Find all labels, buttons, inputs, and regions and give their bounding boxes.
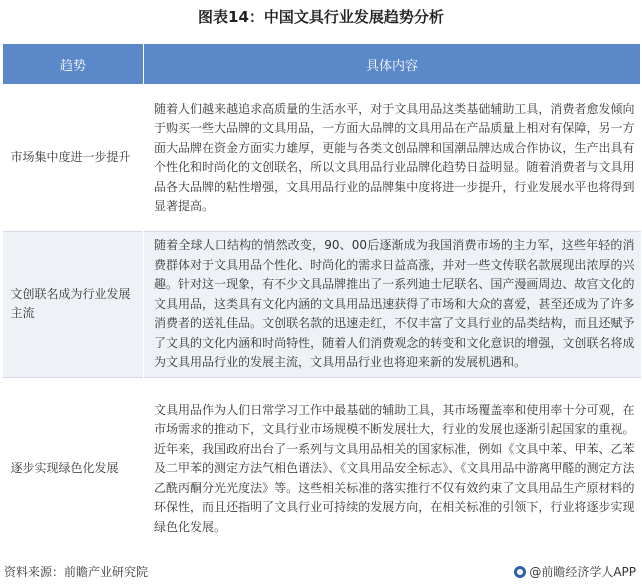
header-content: 具体内容	[144, 44, 641, 85]
brand-logo-icon	[514, 566, 526, 578]
trend-label: 市场集中度进一步提升	[3, 85, 144, 232]
brand-label: @前瞻经济学人APP	[529, 565, 636, 579]
trend-content: 随着人们越来越追求高质量的生活水平，对于文具用品这类基础辅助工具，消费者愈发倾向于购买一些大品牌的文具用品，一方面大品牌的文具用品在产品质量上相对有保障，另一方面大品牌在资金方面实力雄厚，更能与各类文创品牌和国潮品牌达成合作协议，生产出具有个性化和时尚化的文创联名，所以文具用品行业品牌化趋势日益明显。随着消费者与文具用品各大品牌的粘性增强，文具用品行业的品牌集中度将进一步提升，行业发展水平也将得到显著提高。	[144, 85, 641, 232]
table-row	[3, 85, 641, 232]
trend-content: 随着全球人口结构的悄然改变，90、00后逐渐成为我国消费市场的主力军，这些年轻的消费群体对于文具用品个性化、时尚化的需求日益高涨，并对一些文传联名款展现出浓厚的兴趣。针对这一现象，有不少文具品牌推出了一系列迪士尼联名、国产漫画周边、故宫文化的文具用品，这类具有文化内涵的文具用品迅速获得了市场和大众的喜爱，甚至还成为了许多消费者的送礼佳品。文创联名款的迅速走红，不仅丰富了文具行业的品类结构，而且还赋予了文具的文化内涵和时尚特性，随着人们消费观念的转变和文化意识的增强，文创联名将成为文具用品行业的发展主流，文具用品行业也将迎来新的发展机遇和。	[144, 232, 641, 378]
trend-table	[2, 43, 641, 561]
trend-content: 文具用品作为人们日常学习工作中最基础的辅助工具，其市场覆盖率和使用率十分可观，在市场需求的推动下，文具行业市场规模不断发展壮大，行业的发展也逐渐引起国家的重视。近年来，我国政府出台了一系列与文具用品相关的国家标准，例如《文具中苯、甲苯、乙苯及二甲苯的测定方法气相色谱法》、《文具用品安全标志》、《文具用品中游离甲醛的测定方法乙酰丙酮分光光度法》等。这些相关标准的落实推行不仅有效约束了文具用品生产原材料的环保性，而且还指明了文具行业可持续的发展方向，在相关标准的引领下，行业将逐步实现绿色化发展。	[144, 377, 641, 561]
header-trend: 趋势	[3, 44, 144, 85]
source-note: 资料来源：前瞻产业研究院	[4, 565, 149, 579]
footer	[0, 560, 642, 584]
table-header-row	[3, 44, 641, 85]
table-row	[3, 232, 641, 378]
trend-label: 逐步实现绿色化发展	[3, 377, 144, 561]
figure-title: 图表14：中国文具行业发展趋势分析	[198, 8, 444, 26]
trend-label: 文创联名成为行业发展主流	[3, 232, 144, 378]
table-row	[3, 377, 641, 561]
brand-credit	[514, 560, 636, 584]
